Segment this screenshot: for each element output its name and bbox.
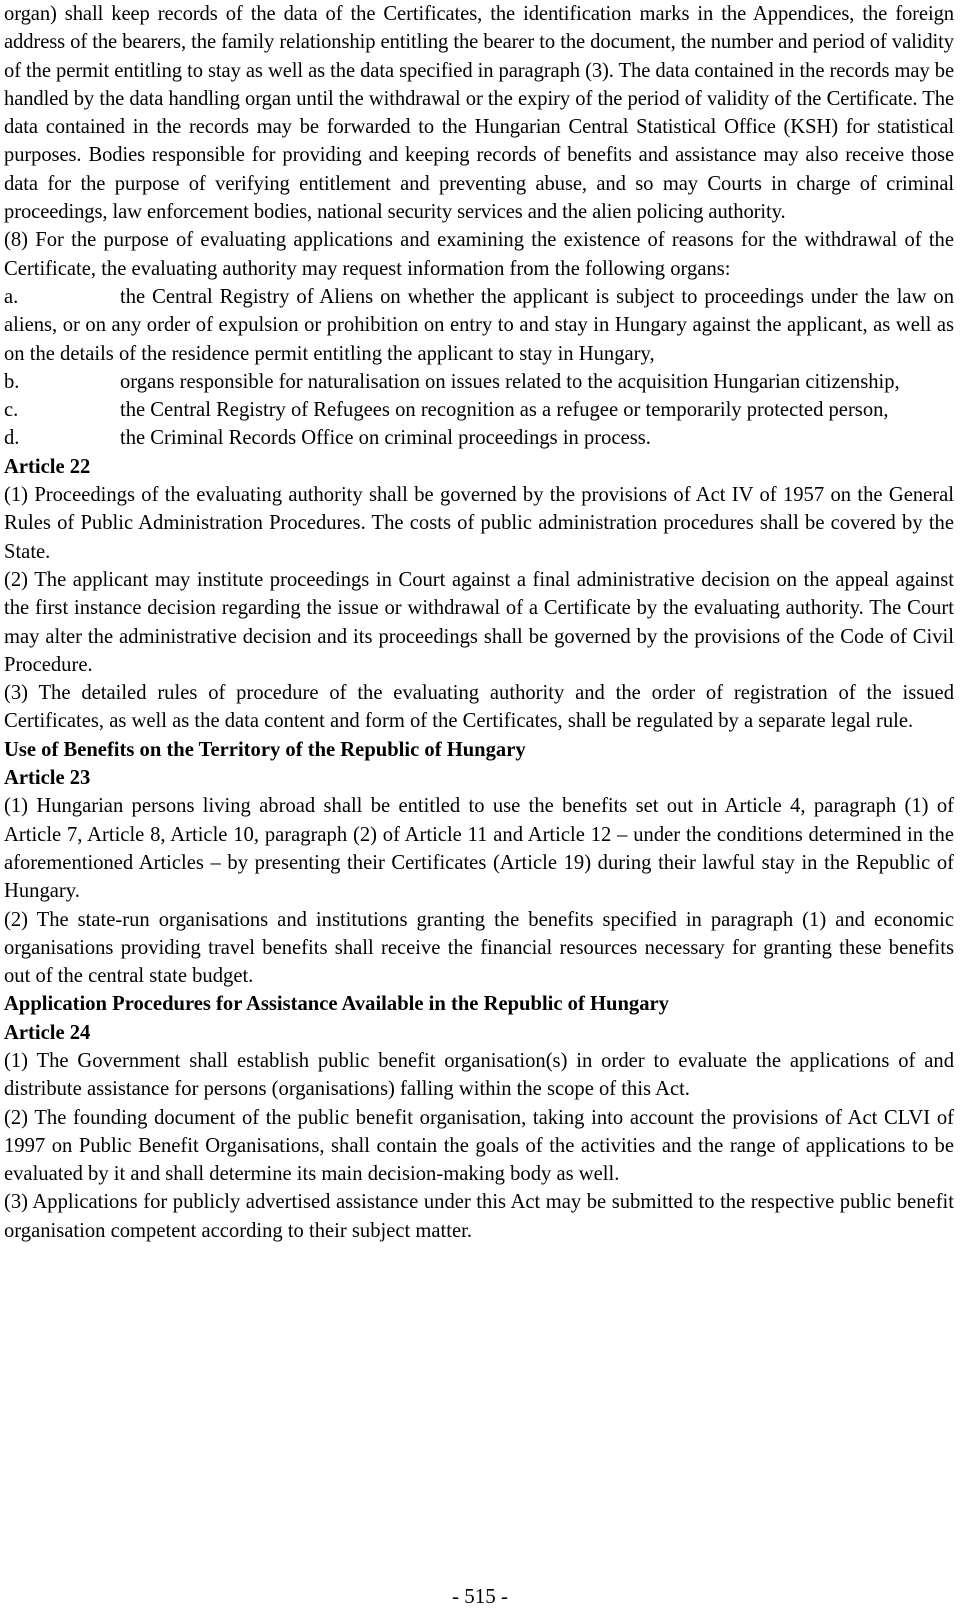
article-23-paragraph-2: (2) The state-run organisations and institutions granting the benefits specified in paragraph (1) and economic organisations providing travel benefits shall receive the financial resources necessary for granting these benefits out of the central state budget. [4,908,954,988]
list-item-letter: c. [4,399,19,422]
article-24-paragraph-3: (3) Applications for publicly advertised assistance under this Act may be submitted to the respective public benefit organisation competent according to their subject matter. [4,1191,954,1242]
article-23-paragraph-1: (1) Hungarian persons living abroad shall be entitled to use the benefits set out in Article 4, paragraph (1) of Article 7, Article 8, Article 10, paragraph (2) of Article 11 and Article 12 – under the conditions determined in the aforementioned Articles – by presenting their Certificates (Article 19) during their lawful stay in the Republic of Hungary. [4,795,954,903]
article-24-paragraph-2: (2) The founding document of the public benefit organisation, taking into account the provisions of Act CLVI of 1997 on Public Benefit Organisations, shall contain the goals of the activities and the range of applications to be evaluated by it and shall determine its main decision-making body as well. [4,1106,954,1186]
article-22-paragraph-3: (3) The detailed rules of procedure of the evaluating authority and the order of registration of the issued Certificates, as well as the data content and form of the Certificates, shall be regulated by a separate legal rule. [4,682,954,733]
list-item [4,424,954,452]
paragraph-8: (8) For the purpose of evaluating applications and examining the existence of reasons for the withdrawal of the Certificate, the evaluating authority may request information from the following organs: [4,229,954,280]
section-assistance-title: Application Procedures for Assistance Available in the Republic of Hungary [4,993,669,1016]
article-22-heading: Article 22 [4,455,91,478]
list-item-text: the Criminal Records Office on criminal proceedings in process. [120,427,651,450]
list-item-text: the Central Registry of Refugees on recognition as a refugee or temporarily protected person, [120,399,889,422]
list-item-letter: a. [4,285,19,308]
article-23-heading: Article 23 [4,767,91,790]
section-benefits-title: Use of Benefits on the Territory of the Republic of Hungary [4,738,526,761]
list-item-text: the Central Registry of Aliens on whether the applicant is subject to proceedings under the law on aliens, or on any order of expulsion or prohibition on entry to and stay in Hungary against the applicant, as well as on the details of the residence permit entitling the applicant to stay in Hungary, [4,285,954,365]
list-item-letter: d. [4,427,20,450]
page-number: - 515 - [452,1584,508,1608]
article-24-paragraph-1: (1) The Government shall establish public benefit organisation(s) in order to evaluate the applications of and distribute assistance for persons (organisations) falling within the scope of this Act. [4,1049,954,1101]
list-item [4,283,954,368]
document-page [4,0,954,1245]
list-item-text: organs responsible for naturalisation on issues related to the acquisition Hungarian citizenship, [120,370,900,393]
article-24-heading: Article 24 [4,1021,91,1044]
list-item [4,396,954,424]
article-22-paragraph-2: (2) The applicant may institute proceedings in Court against a final administrative decision on the appeal against the first instance decision regarding the issue or withdrawal of a Certificate by the evaluating authority. The Court may alter the administrative decision and its proceedings shall be governed by the provisions of the Code of Civil Procedure. [4,568,954,676]
list-item [4,368,954,396]
article-22-paragraph-1: (1) Proceedings of the evaluating authority shall be governed by the provisions of Act IV of 1957 on the General Rules of Public Administration Procedures. The costs of public administration procedures shall be covered by the State. [4,484,954,563]
list-item-letter: b. [4,370,20,393]
intro-paragraph: organ) shall keep records of the data of the Certificates, the identification marks in the Appendices, the foreign address of the bearers, the family relationship entitling the bearer to the document, the number and period of validity of the permit entitling to stay as well as the data specified in paragraph (3). The data contained in the records may be handled by the data handling organ until the withdrawal or the expiry of the period of validity of the Certificate. The data contained in the records may be forwarded to the Hungarian Central Statistical Office (KSH) for statistical purposes. Bodies responsible for providing and keeping records of benefits and assistance may also receive those data for the purpose of verifying entitlement and preventing abuse, and so may Courts in charge of criminal proceedings, law enforcement bodies, national security services and the alien policing authority. [4,3,954,224]
